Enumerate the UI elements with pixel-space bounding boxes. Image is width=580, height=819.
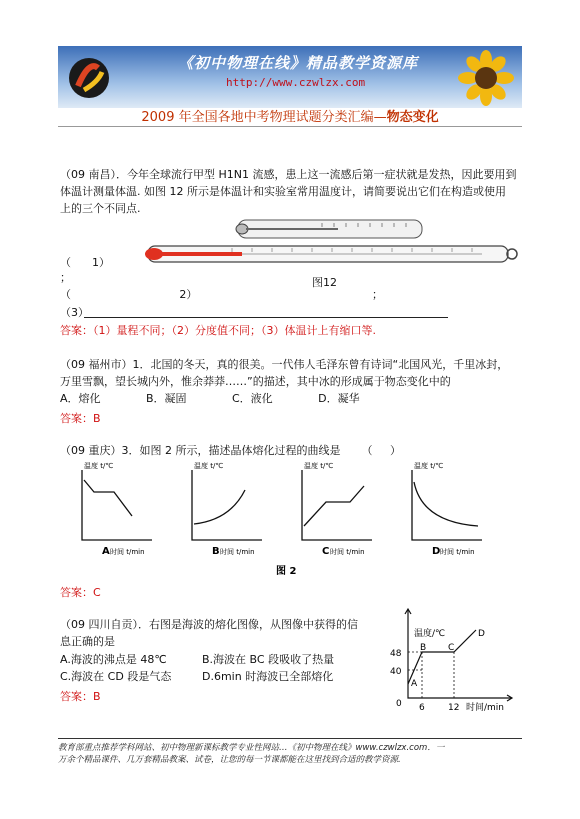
q4-option-b: B.海波在 BC 段吸收了热量: [202, 653, 335, 666]
q1-line-3: 上的三个不同点.: [60, 202, 141, 215]
q4-point-d: D: [478, 629, 485, 639]
q2-answer: 答案：B: [60, 412, 101, 425]
q3-graphs: [70, 460, 490, 580]
q3-ylabel-d: 温度 t/℃: [414, 462, 444, 470]
q1-answer-line: [84, 317, 448, 318]
q4-graph-48: 48: [390, 649, 402, 659]
q4-graph-origin: 0: [396, 699, 402, 709]
q3-xlabel-b: 时间 t/min: [220, 548, 255, 556]
q4-graph-xlabel: 时间/min: [466, 703, 505, 713]
document-title: 2009 年全国各地中考物理试题分类汇编—物态变化: [141, 110, 439, 125]
q4-graph-ylabel: 温度/℃: [414, 629, 446, 639]
q3-letter-b: B: [212, 546, 220, 557]
q3-letter-c: C: [322, 546, 330, 557]
q4-line-2: 息正确的是: [60, 635, 115, 648]
q1-answer: 答案：（1）量程不同；（2）分度值不同；（3）体温计上有缩口等.: [60, 324, 376, 337]
logo-icon: [64, 52, 114, 102]
q4-point-b: B: [420, 643, 427, 653]
banner-title: 《初中物理在线》精品教学资源库: [178, 54, 419, 72]
q4-option-a: A.海波的沸点是 48℃: [60, 653, 167, 666]
q3-xlabel-d: 时间 t/min: [440, 548, 475, 556]
q3-line-1: （09 重庆）3．如图 2 所示，描述晶体熔化过程的曲线是 （ ）: [60, 444, 401, 457]
q4-point-a: A: [411, 679, 418, 689]
q3-xlabel-a: 时间 t/min: [110, 548, 145, 556]
q3-letter-a: A: [102, 546, 110, 557]
q2-line-2: 万里雪飘，望长城内外，惟余莽莽……”的描述，其中冰的形成属于物态变化中的: [60, 375, 451, 388]
clinical-thermometer: [236, 220, 422, 238]
q4-graph-40: 40: [390, 667, 402, 677]
q4-graph-12: 12: [448, 703, 460, 713]
q4-point-c: C: [448, 643, 455, 653]
footer-divider: [58, 738, 522, 739]
thermometer-figure: [142, 218, 522, 270]
q4-option-d: D.6min 时海波已全部熔化: [202, 670, 334, 683]
q1-blank-2-end: ；: [372, 288, 383, 301]
q3-answer: 答案：C: [60, 586, 101, 599]
q3-ylabel-b: 温度 t/℃: [194, 462, 224, 470]
q4-line-1: （09 四川自贡）．右图是海波的熔化图像，从图像中获得的信: [60, 618, 358, 631]
q2-options: A．熔化 B．凝固 C．液化 D．凝华: [60, 392, 360, 405]
q1-figure-caption: 图12: [312, 276, 337, 289]
footer-line-1: 教育部重点推荐学科网站、初中物理新课标教学专业性网站…《初中物理在线》www.czwlzx.com．一: [58, 743, 445, 753]
q4-option-c: C.海波在 CD 段是气态: [60, 670, 172, 683]
banner-url[interactable]: http://www.czwlzx.com: [226, 76, 366, 89]
q4-melting-graph: [390, 606, 522, 718]
q1-line-1: （09 南昌）．今年全球流行甲型 H1N1 流感，患上这一流感后第一症状就是发热，因此要用到: [60, 168, 517, 181]
q4-graph-6: 6: [419, 703, 425, 713]
footer-line-2: 万余个精品课件、几万套精品教案、试卷，让您的每一节课都能在这里找到合适的教学资源.: [58, 755, 401, 765]
sunflower-icon: [448, 50, 518, 106]
q1-blank-1-end: ；: [60, 271, 71, 284]
title-divider: [58, 126, 522, 127]
q1-blank-3: （3）: [60, 306, 89, 319]
q3-xlabel-c: 时间 t/min: [330, 548, 365, 556]
q2-line-1: （09 福州市）1．北国的冬天，真的很美。一代伟人毛泽东曾有诗词“北国风光，千里冰封，: [60, 358, 509, 371]
q1-blank-1: （ 1）: [60, 256, 110, 269]
q1-line-2: 体温计测量体温. 如图 12 所示是体温计和实验室常用温度计，请简要说出它们在构造或使用: [60, 185, 506, 198]
q3-figure-caption: 图 2: [276, 566, 297, 577]
q3-ylabel-a: 温度 t/℃: [84, 462, 114, 470]
q4-answer: 答案：B: [60, 690, 101, 703]
q1-blank-2: （ 2）: [60, 288, 198, 301]
header-banner: [58, 46, 522, 108]
q3-letter-d: D: [432, 546, 441, 557]
q3-ylabel-c: 温度 t/℃: [304, 462, 334, 470]
lab-thermometer: [145, 246, 517, 262]
